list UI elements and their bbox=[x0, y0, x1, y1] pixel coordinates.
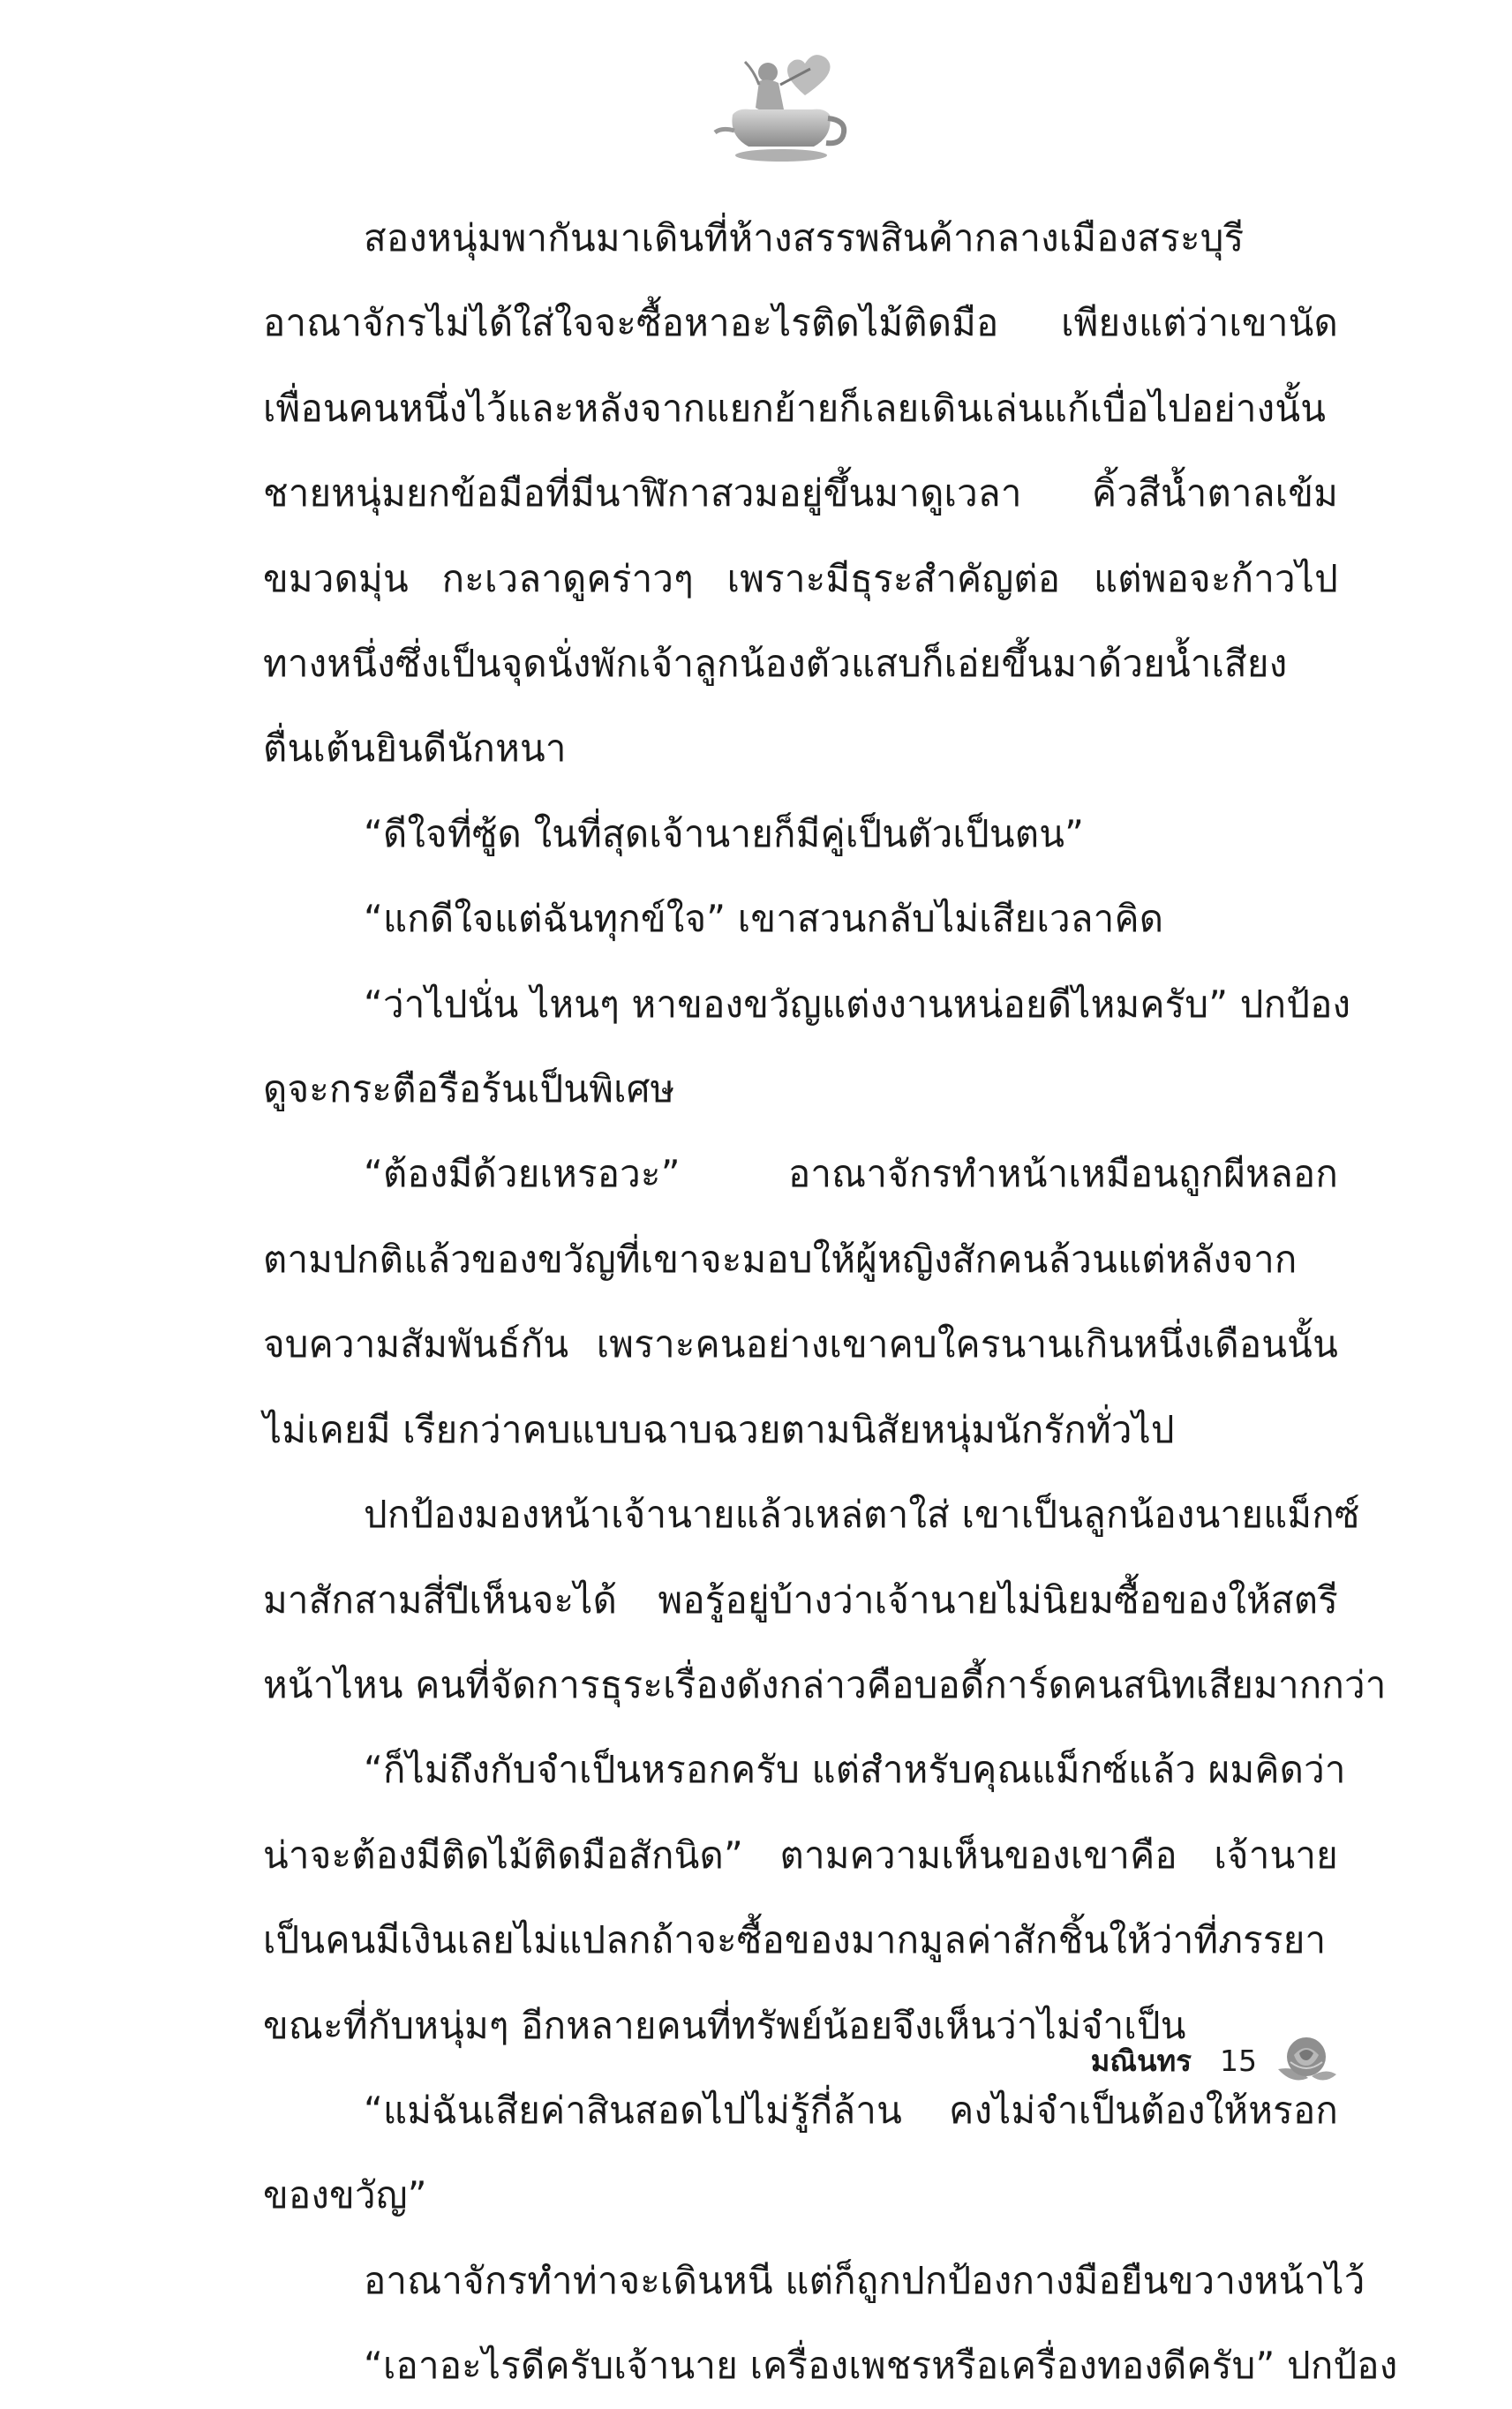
text-line: อาณาจักรไม่ได้ใส่ใจจะซื้อหาอะไรติดไม้ติดมือ เพียงแต่ว่าเขานัด bbox=[263, 301, 1338, 345]
text-line: อาณาจักรทำท่าจะเดินหนี แต่ก็ถูกปกป้องกางมือยืนขวางหน้าไว้ bbox=[364, 2258, 1365, 2302]
text-line: ขณะที่กับหนุ่มๆ อีกหลายคนที่ทรัพย์น้อยจึงเห็นว่าไม่จำเป็น bbox=[263, 2003, 1186, 2047]
paragraph-2 bbox=[263, 792, 1338, 877]
text-line: เพื่อนคนหนึ่งไว้และหลังจากแยกย้ายก็เลยเดินเล่นแก้เบื่อไปอย่างนั้น bbox=[263, 386, 1327, 430]
paragraph-10 bbox=[263, 2323, 1398, 2408]
text-line: ขมวดมุ่น กะเวลาดูคร่าวๆ เพราะมีธุระสำคัญต่อ แต่พอจะก้าวไป bbox=[263, 556, 1338, 600]
text-line: “แกดีใจแต่ฉันทุกข์ใจ” เขาสวนกลับไม่เสียเวลาคิด bbox=[364, 897, 1164, 941]
paragraph-3 bbox=[263, 877, 1338, 961]
text-line: ปกป้องมองหน้าเจ้านายแล้วเหล่ตาใส่ เขาเป็นลูกน้องนายแม็กซ์ bbox=[364, 1493, 1360, 1537]
text-line: ทางหนึ่งซึ่งเป็นจุดนั่งพักเจ้าลูกน้องตัวแสบก็เอ่ยขึ้นมาด้วยน้ำเสียง bbox=[263, 642, 1288, 686]
text-line: ของขวัญ” bbox=[263, 2173, 427, 2217]
text-line: “ต้องมีด้วยเหรอวะ” อาณาจักรทำหน้าเหมือนถูกผีหลอก bbox=[364, 1152, 1338, 1196]
text-line: “ว่าไปนั่น ไหนๆ หาของขวัญแต่งงานหน่อยดีไหมครับ” ปกป้อง bbox=[364, 982, 1351, 1026]
text-line: หน้าไหน คนที่จัดการธุระเรื่องดังกล่าวคือบอดี้การ์ดคนสนิทเสียมากกว่า bbox=[263, 1662, 1387, 1706]
paragraph-6 bbox=[263, 1472, 1387, 1728]
paragraph-9 bbox=[263, 2239, 1365, 2323]
paragraph-1 bbox=[263, 196, 1338, 792]
page-number: 15 bbox=[1220, 2043, 1257, 2078]
text-line: มาสักสามสี่ปีเห็นจะได้ พอรู้อยู่บ้างว่าเจ้านายไม่นิยมซื้อของให้สตรี bbox=[263, 1577, 1338, 1622]
text-line: “แม่ฉันเสียค่าสินสอดไปไม่รู้กี่ล้าน คงไม่จำเป็นต้องให้หรอก bbox=[364, 2088, 1338, 2132]
text-line: “เอาอะไรดีครับเจ้านาย เครื่องเพชรหรือเครื่องทองดีครับ” ปกป้อง bbox=[364, 2344, 1398, 2388]
text-line: ไม่เคยมี เรียกว่าคบแบบฉาบฉวยตามนิสัยหนุ่มนักรักทั่วไป bbox=[263, 1407, 1175, 1451]
text-line: “ดีใจที่ซู้ด ในที่สุดเจ้านายก็มีคู่เป็นตัวเป็นตน” bbox=[364, 811, 1085, 855]
paragraph-5 bbox=[263, 1132, 1338, 1472]
paragraph-8 bbox=[263, 2068, 1338, 2239]
footer-title: มณินทร bbox=[1090, 2043, 1192, 2078]
text-line: น่าจะต้องมีติดไม้ติดมือสักนิด” ตามความเห็นของเขาคือ เจ้านาย bbox=[263, 1833, 1338, 1877]
cupid-teacup-ornament-icon bbox=[706, 46, 856, 169]
rose-ornament-icon bbox=[1271, 2023, 1342, 2094]
text-line: เป็นคนมีเงินเลยไม่แปลกถ้าจะซื้อของมากมูลค่าสักชิ้นให้ว่าที่ภรรยา bbox=[263, 1918, 1327, 1962]
text-line: สองหนุ่มพากันมาเดินที่ห้างสรรพสินค้ากลางเมืองสระบุรี bbox=[364, 216, 1245, 260]
text-line: ชายหนุ่มยกข้อมือที่มีนาฬิกาสวมอยู่ขึ้นมาดูเวลา คิ้วสีน้ำตาลเข้ม bbox=[263, 471, 1338, 516]
text-line: “ก็ไม่ถึงกับจำเป็นหรอกครับ แต่สำหรับคุณแม็กซ์แล้ว ผมคิดว่า bbox=[364, 1748, 1346, 1792]
paragraph-7 bbox=[263, 1728, 1346, 2068]
text-line: ดูจะกระตือรือร้นเป็นพิเศษ bbox=[263, 1067, 675, 1111]
text-line: ตื่นเต้นยินดีนักหนา bbox=[263, 726, 567, 771]
text-line: จบความสัมพันธ์กัน เพราะคนอย่างเขาคบใครนานเกินหนึ่งเดือนนั้น bbox=[263, 1322, 1338, 1366]
paragraph-4 bbox=[263, 962, 1351, 1133]
text-line: ตามปกติแล้วของขวัญที่เขาจะมอบให้ผู้หญิงสักคนล้วนแต่หลังจาก bbox=[263, 1237, 1298, 1281]
